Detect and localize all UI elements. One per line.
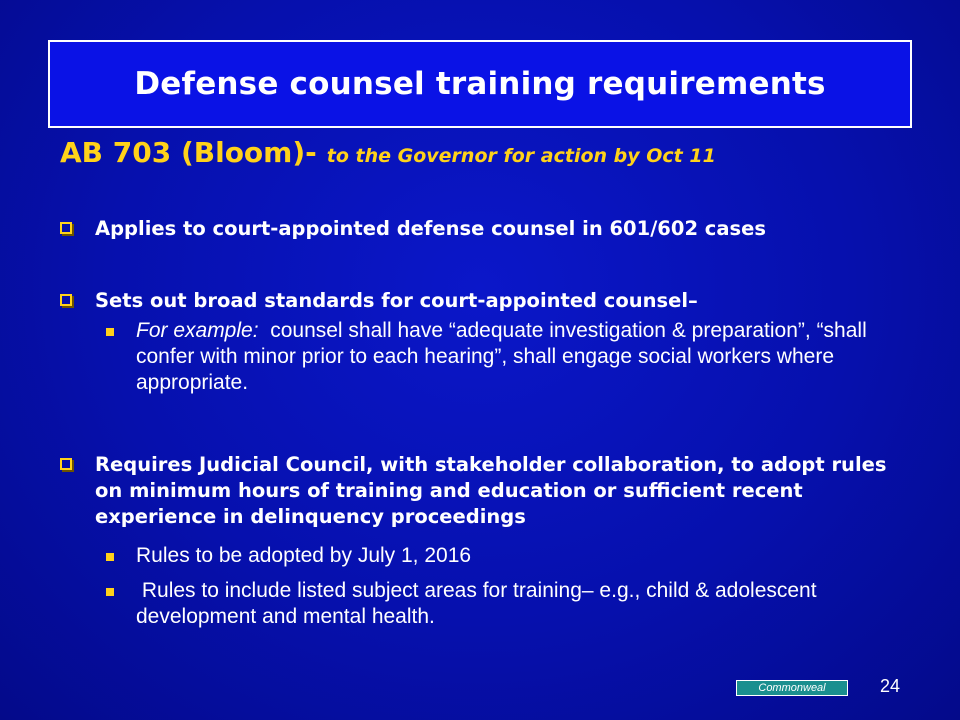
hollow-square-icon (60, 458, 72, 470)
bullet-applies (60, 216, 910, 242)
sub-bullet-text: Rules to be adopted by July 1, 2016 (136, 544, 472, 567)
bullet-text: Requires Judicial Council, with stakeholder collaboration, to adopt rules on minimum hours of training and education or sufficient recent experience in delinquency proceedings (95, 453, 887, 528)
slide-title: Defense counsel training requirements (134, 66, 826, 102)
title-box (48, 40, 912, 128)
sub-bullet-subjects (106, 578, 916, 630)
sub-bullet-text (136, 318, 916, 396)
filled-square-icon (106, 588, 114, 596)
example-label: For example: (136, 319, 259, 342)
bullet-text: Applies to court-appointed defense counsel in 601/602 cases (95, 217, 766, 240)
sub-bullet-example (106, 318, 916, 396)
subtitle (60, 136, 716, 169)
example-text: counsel shall have “adequate investigation & preparation”, “shall confer with minor prior to each hearing”, shall engage social workers where appropriate. (136, 319, 867, 394)
page-number: 24 (880, 676, 901, 696)
bullet-text: Sets out broad standards for court-appointed counsel– (95, 289, 698, 312)
filled-square-icon (106, 553, 114, 561)
bullet-standards (60, 288, 910, 314)
bullet-requires (60, 452, 910, 530)
bill-name: AB 703 (Bloom)- (60, 136, 317, 169)
hollow-square-icon (60, 294, 72, 306)
bill-note: to the Governor for action by Oct 11 (326, 145, 716, 167)
commonweal-badge: Commonweal (736, 680, 848, 696)
sub-bullet-text: Rules to include listed subject areas for training– e.g., child & adolescent development and mental health. (136, 579, 823, 628)
hollow-square-icon (60, 222, 72, 234)
sub-bullet-adopted (106, 543, 916, 569)
filled-square-icon (106, 328, 114, 336)
